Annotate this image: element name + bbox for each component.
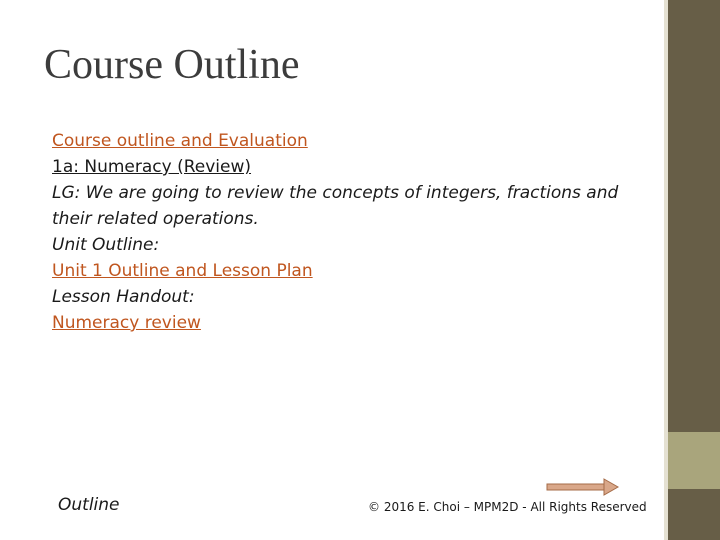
copyright-text: © 2016 E. Choi – MPM2D - All Rights Reserved <box>368 500 647 514</box>
learning-goal-text: LG: We are going to review the concepts of integers, fractions and their related operations. <box>52 183 619 229</box>
slide-content <box>52 128 652 336</box>
lesson-handout-label: Lesson Handout: <box>52 287 195 307</box>
unit-outline-label: Unit Outline: <box>52 235 160 255</box>
arrow-right-icon[interactable] <box>546 476 620 498</box>
slide-title: Course Outline <box>44 42 300 88</box>
unit-outline-link[interactable]: Unit 1 Outline and Lesson Plan <box>52 261 313 281</box>
footer-outline-label: Outline <box>58 495 120 515</box>
numeracy-review-heading-link[interactable]: 1a: Numeracy (Review) <box>52 157 252 177</box>
decorative-accent-block <box>668 432 720 489</box>
course-outline-link[interactable]: Course outline and Evaluation <box>52 131 308 151</box>
numeracy-review-link[interactable]: Numeracy review <box>52 313 201 333</box>
